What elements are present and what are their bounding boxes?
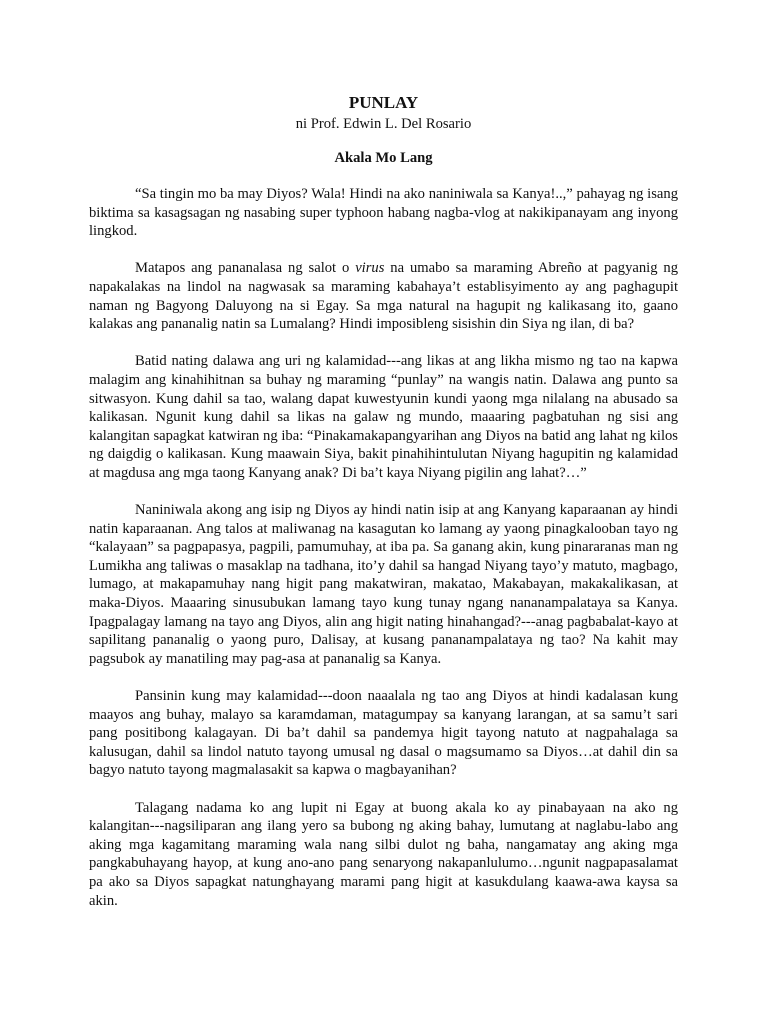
paragraph-text: Talagang nadama ko ang lupit ni Egay at buong akala ko ay pinabayaan na ako ng kalangitan---nagsiliparan ang ilang yero sa bubong ng aking bahay, lumutang at naglabu-labo ang aking mga kagamitang maraming wala nang silbi dulot ng baha, nangamatay ang aking mga pangkabuhayang hayop, at kung ano-ano pang senaryong nakapanlulumo…ngunit nagpapasalamat pa ako sa Diyos sapagkat natunghayang marami pang higit at kasukdulang kaawa-awa kaysa sa akin. <box>89 799 678 909</box>
paragraph-1 <box>89 185 678 241</box>
paragraph-3 <box>89 352 678 482</box>
paragraph-5 <box>89 687 678 780</box>
paragraph-text: Matapos ang pananalasa ng salot o <box>135 260 356 277</box>
paragraph-text: Pansinin kung may kalamidad---doon naaalala ng tao ang Diyos at hindi kadalasan kung maayos ang buhay, malayo sa karamdaman, matagumpay sa kanyang larangan, at sa samu’t sari pang positibong kalagayan. Di ba’t dahil sa pandemya higit tayong natuto at nagpahalaga sa kalusugan, dahil sa lindol natuto tayong umusal ng dasal o magsumamo sa Diyos…at dahil din sa bagyo natuto tayong magmalasakit sa kapwa o magbayanihan? <box>89 688 678 779</box>
article-subtitle: Akala Mo Lang <box>334 150 433 166</box>
paragraph-2 <box>89 259 678 333</box>
document-title: PUNLAY <box>348 93 419 112</box>
paragraph-6 <box>89 799 678 911</box>
italic-term: virus <box>355 260 385 277</box>
paragraph-4 <box>89 501 678 668</box>
paragraph-text: Batid nating dalawa ang uri ng kalamidad---ang likas at ang likha mismo ng tao na kapwa malagim ang kinahihitnan sa buhay ng maraming “punlay” na wangis natin. Dalawa ang punto sa sitwasyon. Kung dahil sa tao, walang dapat kuwestyunin kundi yaong mga nilalang na abusado sa kalikasan. Ngunit kung dahil sa likas na galaw ng mundo, maaaring pagbatuhan ng sisi ang kalangitan sapagkat katwiran ng iba: “Pinakamakapangyarihan ang Diyos na batid ang lahat ng kilos ng daigdig o kalikasan. Kung maawain Siya, bakit pinahihintulutan Niyang hagupitin ng kalamidad at magdusa ang mga taong Kanyang anak? Di ba’t kaya Niyang pigilin ang lahat?…” <box>89 353 678 481</box>
author-byline: ni Prof. Edwin L. Del Rosario <box>295 116 472 132</box>
paragraph-text: “Sa tingin mo ba may Diyos? Wala! Hindi na ako naniniwala sa Kanya!..,” pahayag ng isang biktima sa kasagsagan ng nasabing super typhoon habang nagba-vlog at nakikipanayam ang inyong lingkod. <box>89 186 678 240</box>
paragraph-text: na umabo sa maraming Abreño at pagyanig ng napakalakas na lindol na nagwasak sa maraming kabahaya’t establisyimento ay ang paghagupit naman ng Bagyong Daluyong na si Egay. Sa mga natural na hagupit ng kalikasang ito, gaano kalakas ang pananalig natin sa Lumalang? Hindi imposibleng sisishin din Siya ng ilan, di ba? <box>89 260 678 333</box>
document-page <box>89 92 678 929</box>
paragraph-text: Naniniwala akong ang isip ng Diyos ay hindi natin isip at ang Kanyang kaparaanan ay hindi natin kaparaanan. Ang talos at maliwanag na kasagutan ko lamang ay yaong pinagkalooban tayo ng “kalayaan” sa pagpapasya, pagpili, pamumuhay, at iba pa. Sa ganang akin, kung pinararanas man ng Lumikha ang taliwas o masaklap na tadhana, ito’y dahil sa hangad Niyang tayo’y matuto, magbago, lumago, at makapamuhay nang higit pang makatwiran, makatao, Makabayan, makakalikasan, at maka-Diyos. Maaaring sinusubukan lamang tayo kung tunay ngang nananampalataya sa Kanya. Ipagpalagay lamang na tayo ang Diyos, alin ang higit nating hinahangad?---anag pagbabalat-kayo at sapilitang pananalig o yaong puro, Dalisay, at kusang pananampalataya ng tao? Na kahit may pagsubok ay manatiling may pag-asa at pananalig sa Kanya. <box>89 502 678 667</box>
